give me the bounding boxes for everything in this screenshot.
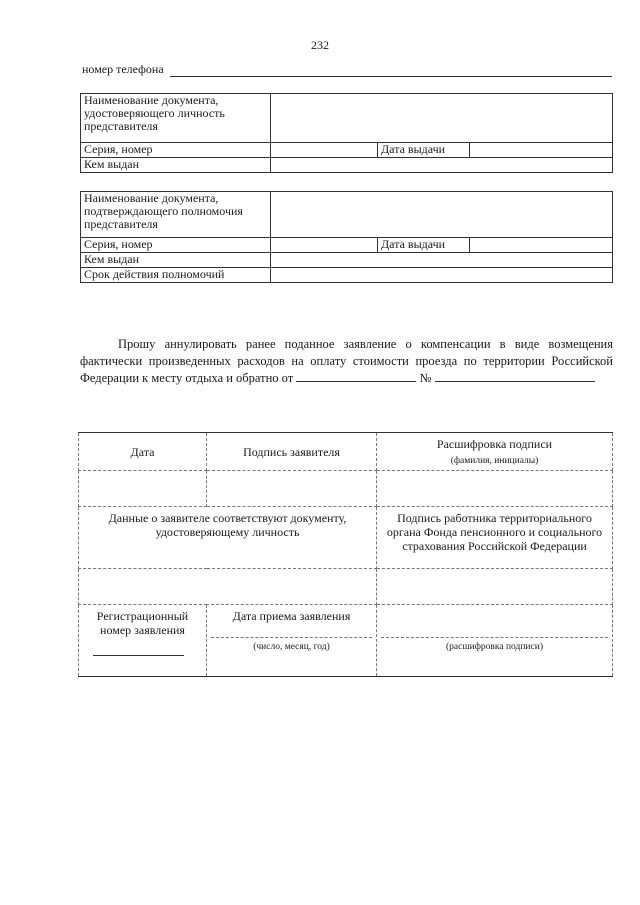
registration-number-label: Регистрационный номер заявления [96,609,189,637]
authority-validity-field[interactable] [271,268,613,283]
decoding-cell [377,605,613,677]
authority-validity-label: Срок действия полномочий [81,268,271,283]
signature-decoding-cell [377,433,613,471]
identity-issued-by-label: Кем выдан [81,158,271,173]
data-match-field[interactable] [79,569,377,605]
authority-series-field[interactable] [271,238,378,253]
receipt-date-cell [207,605,377,677]
signature-decoding-header: Расшифровка подписи [436,437,553,451]
identity-doc-name-label: Наименование документа, удостоверяющего личность представителя [81,94,271,143]
signature-table [78,432,613,677]
request-date-line[interactable] [296,370,416,382]
receipt-date-label: Дата приема заявления [232,609,351,623]
identity-series-field[interactable] [271,143,378,158]
applicant-signature-field[interactable] [207,471,377,507]
applicant-signature-header: Подпись заявителя [207,433,377,471]
authority-issued-by-label: Кем выдан [81,253,271,268]
date-header: Дата [79,433,207,471]
identity-doc-name-field[interactable] [271,94,613,143]
authority-issue-date-label: Дата выдачи [378,238,470,253]
authority-doc-name-label: Наименование документа, подтверждающего полномочия представителя [81,192,271,238]
fund-employee-signature-field[interactable] [377,569,613,605]
request-number-line[interactable] [435,370,595,382]
signature-decoding-hint: (фамилия, инициалы) [450,456,539,466]
page-number: 232 [311,38,329,52]
registration-number-line[interactable] [93,655,184,656]
phone-input-line[interactable] [170,64,612,77]
decoding-hint: (расшифровка подписи) [381,637,608,654]
authority-issued-by-field[interactable] [271,253,613,268]
receipt-date-hint: (число, месяц, год) [211,637,372,654]
representative-authority-table [80,191,613,283]
authority-series-label: Серия, номер [81,238,271,253]
number-sign: № [419,371,432,385]
date-field[interactable] [79,471,207,507]
fund-employee-signature-label: Подпись работника территориального органа Фонда пенсионного и социального страхования Российской Федерации [377,507,613,569]
phone-number-row [82,62,612,77]
annulment-request-paragraph [80,336,613,387]
authority-doc-name-field[interactable] [271,192,613,238]
request-text: Прошу аннулировать ранее поданное заявление о компенсации в виде возмещения фактически произведенных расходов на оплату стоимости проезда по территории Российской Федерации к месту отдыха и обратно от [80,337,613,385]
registration-number-cell [79,605,207,677]
phone-label: номер телефона [82,62,164,76]
identity-issue-date-field[interactable] [470,143,613,158]
data-match-text: Данные о заявителе соответствуют документу, удостоверяющему личность [79,507,377,569]
authority-issue-date-field[interactable] [470,238,613,253]
identity-series-label: Серия, номер [81,143,271,158]
identity-issue-date-label: Дата выдачи [378,143,470,158]
representative-identity-table [80,93,613,173]
signature-decoding-field[interactable] [377,471,613,507]
identity-issued-by-field[interactable] [271,158,613,173]
